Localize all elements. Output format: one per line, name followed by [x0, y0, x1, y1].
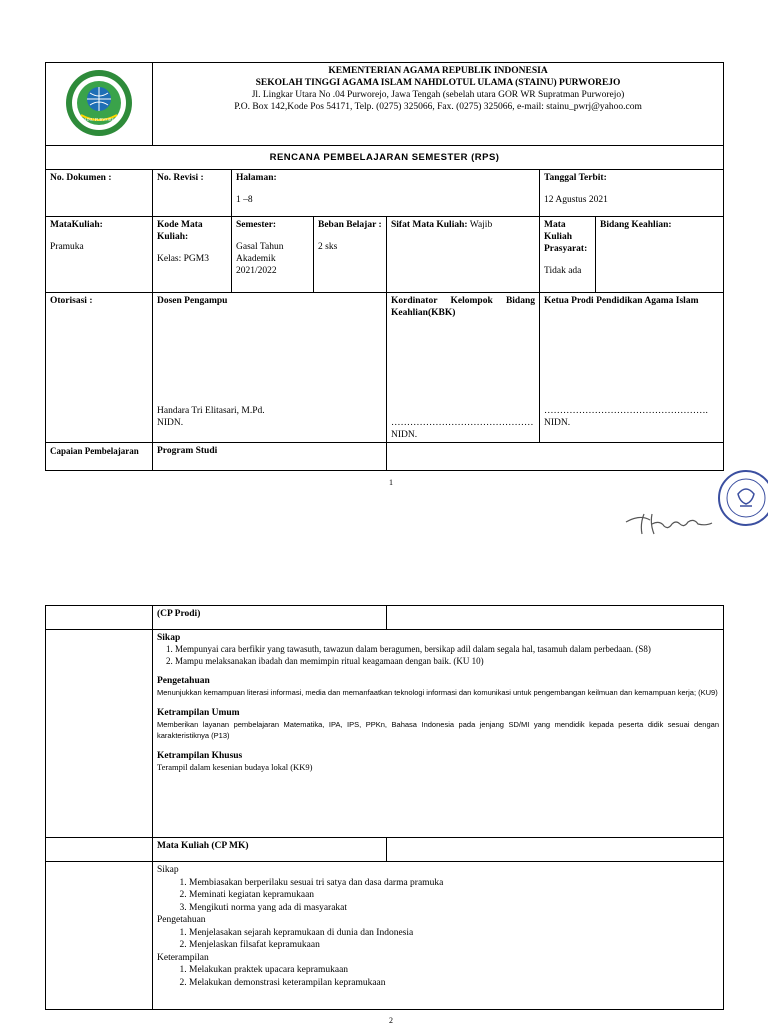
mk-keterampilan-list [157, 964, 719, 989]
header-line-institution: SEKOLAH TINGGI AGAMA ISLAM NAHDLOTUL ULAMA (STAINU) PURWOREJO [255, 78, 621, 88]
kbk-nidn: NIDN. [391, 430, 418, 440]
logo-cell [46, 63, 153, 146]
cp-prodi-content [153, 630, 724, 838]
logo-text: STAINU PURWOREJO [79, 117, 119, 122]
kaprodi-cell [540, 293, 724, 443]
dosen-label: Dosen Pengampu [157, 296, 228, 306]
kaprodi-nidn: NIDN. [544, 418, 571, 428]
cp-prodi-right-cell [387, 606, 724, 630]
beban-cell [314, 217, 387, 293]
ketrampilan-umum-title: Ketrampilan Umum [157, 707, 240, 718]
kbk-signature-line: ……………………………………… [391, 418, 534, 428]
sikap-item-1: 1. Mempunyai cara berfikir yang tawasuth, tawazun dalam beragumen, bersikap adil dalam segala hal, tasamuh dalam perbedaan. (S8) [175, 644, 719, 656]
mk-pengetahuan-item-2: 2. Menjelaskan filsafat kepramukaan [189, 939, 719, 952]
cpmk-right-cell [387, 838, 724, 862]
cpmk-label: Mata Kuliah (CP MK) [153, 838, 387, 862]
dosen-name: Handara Tri Elitasari, M.Pd. [157, 406, 265, 416]
prasyarat-cell [540, 217, 596, 293]
tanggal-label: Tanggal Terbit: [544, 173, 607, 183]
kaprodi-label: Ketua Prodi Pendidikan Agama Islam [544, 296, 699, 306]
page-number-1: 1 [389, 478, 393, 487]
bidang-keahlian-label: Bidang Keahlian: [596, 217, 724, 293]
pengetahuan-title: Pengetahuan [157, 676, 210, 686]
kelas-value: Kelas: PGM3 [157, 254, 209, 264]
page-number-2: 2 [389, 1016, 393, 1025]
semester-value: Gasal Tahun Akademik 2021/2022 [236, 242, 284, 276]
institution-header [153, 63, 724, 146]
header-line-contact: P.O. Box 142,Kode Pos 54171, Telp. (0275) 325066, Fax. (0275) 325066, e-mail: stainu_pwrj@yahoo.com [234, 102, 642, 112]
capaian-empty-cell [387, 443, 724, 471]
halaman-value: 1 –8 [236, 195, 253, 205]
beban-label: Beban Belajar : [318, 220, 382, 230]
mk-sikap-item-2: 2. Meminati kegiatan kepramukaan [189, 889, 719, 902]
kaprodi-signature-line: ……………………………………………. [544, 406, 708, 416]
tanggal-value: 12 Agustus 2021 [544, 195, 608, 205]
program-studi-label: Program Studi [153, 443, 387, 471]
capaian-table [45, 605, 724, 1010]
sifat-label: Sifat Mata Kuliah: [391, 220, 468, 230]
mk-pengetahuan-list [157, 927, 719, 952]
kode-cell [153, 217, 232, 293]
ketrampilan-khusus-text: Terampil dalam kesenian budaya lokal (KK9) [157, 761, 313, 772]
mk-pengetahuan-title: Pengetahuan [157, 915, 206, 925]
capaian-label: Capaian Pembelajaran [46, 443, 153, 471]
mk-sikap-item-3: 3. Mengikuti norma yang ada di masyarakat [189, 902, 719, 915]
tanggal-cell [540, 170, 724, 217]
mk-sikap-list [157, 877, 719, 915]
cp-prodi-content-left-cell [46, 630, 153, 838]
otorisasi-label: Otorisasi : [46, 293, 153, 443]
matakuliah-cell [46, 217, 153, 293]
stainu-logo-icon [46, 63, 153, 141]
no-revisi-label: No. Revisi : [153, 170, 232, 217]
kbk-label: Kordinator Kelompok Bidang Keahlian(KBK) [391, 296, 535, 318]
semester-cell [232, 217, 314, 293]
cpmk-left-cell [46, 838, 153, 862]
cp-prodi-label: (CP Prodi) [153, 606, 387, 630]
prasyarat-label: Mata Kuliah Prasyarat: [544, 220, 588, 254]
rps-header-table [45, 62, 724, 471]
pengetahuan-text: Menunjukkan kemampuan literasi informasi, media dan memanfaatkan teknologi informasi dan komunikasi untuk pengembangan keilmuan dan kemampuan kerja; (KU9) [157, 688, 718, 697]
mk-keterampilan-item-2: 2. Melakukan demonstrasi keterampilan kepramukaan [189, 977, 719, 990]
mk-keterampilan-title: Keterampilan [157, 952, 209, 963]
cpmk-content-left-cell [46, 862, 153, 1010]
header-line-ministry: KEMENTERIAN AGAMA REPUBLIK INDONESIA [328, 66, 548, 76]
mk-keterampilan-item-1: 1. Melakukan praktek upacara kepramukaan [189, 964, 719, 977]
dosen-cell [153, 293, 387, 443]
no-dokumen-label: No. Dokumen : [46, 170, 153, 217]
header-line-address: Jl. Lingkar Utara No .04 Purworejo, Jawa Tengah (sebelah utara GOR WR Supratman Purworejo) [251, 90, 625, 100]
sikap-item-2: 2. Mampu melaksanakan ibadah dan memimpin ritual keagamaan dengan baik. (KU 10) [175, 656, 719, 668]
halaman-cell [232, 170, 540, 217]
sifat-cell [387, 217, 540, 293]
sifat-value: Wajib [469, 220, 493, 230]
matakuliah-label: MataKuliah: [50, 220, 103, 230]
semester-label: Semester: [236, 220, 277, 230]
sikap-title: Sikap [157, 633, 181, 643]
sikap-list [157, 644, 719, 667]
kbk-cell [387, 293, 540, 443]
dosen-nidn: NIDN. [157, 418, 184, 428]
halaman-label: Halaman: [236, 173, 277, 183]
document-title: RENCANA PEMBELAJARAN SEMESTER (RPS) [46, 146, 724, 170]
mk-sikap-item-1: 1. Membiasakan berperilaku sesuai tri satya dan dasa darma pramuka [189, 877, 719, 890]
ketrampilan-umum-text: Memberikan layanan pembelajaran Matematika, IPA, IPS, PPKn, Bahasa Indonesia pada jenjang SD/MI yang mendidik kepada peserta didik sesuai dengan karakteristiknya (P13) [157, 719, 719, 740]
signature-icon [622, 508, 732, 538]
beban-value: 2 sks [318, 242, 338, 252]
kode-label: Kode Mata Kuliah: [157, 220, 203, 242]
prasyarat-value: Tidak ada [544, 266, 582, 276]
mk-pengetahuan-item-1: 1. Menjelasakan sejarah kepramukaan di dunia dan Indonesia [189, 927, 719, 940]
cp-prodi-left-cell [46, 606, 153, 630]
ketrampilan-khusus-title: Ketrampilan Khusus [157, 750, 243, 761]
cpmk-content [153, 862, 724, 1010]
matakuliah-value: Pramuka [50, 242, 84, 252]
mk-sikap-title: Sikap [157, 865, 179, 875]
